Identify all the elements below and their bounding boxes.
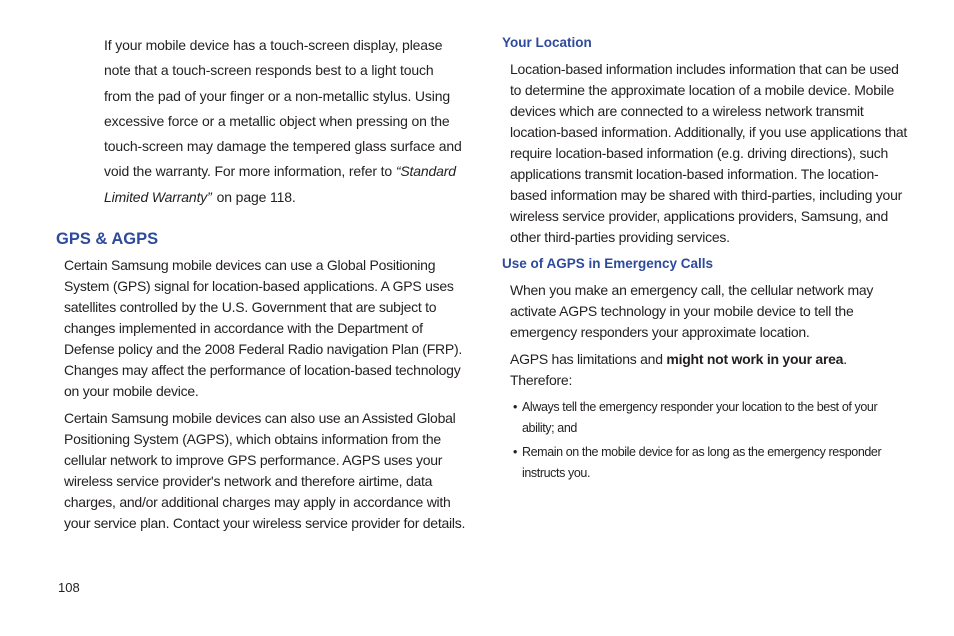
warranty-reference: “Standard Limited Warranty” (104, 163, 456, 205)
list-item (502, 397, 912, 439)
left-column (56, 33, 468, 540)
note-suffix: on page 118. (216, 188, 296, 205)
limitations-prefix: AGPS has limitations and (510, 351, 663, 367)
bullet-text: Remain on the mobile device for as long as the emergency responder instructs you. (522, 445, 882, 480)
list-item (502, 442, 912, 484)
emergency-bullet-list (502, 397, 912, 484)
bullet-icon: • (513, 400, 517, 414)
page-number: 108 (58, 580, 80, 595)
your-location-heading: Your Location (502, 35, 592, 50)
note-text: If your mobile device has a touch-screen display, please note that a touch-screen responds best to a light touch from the pad of your finger or a non-metallic stylus. Using excessive force or a metallic object when pressing on the touch-screen may damage the tempered glass surface and void the warranty. For more information, refer to (104, 37, 462, 180)
limitations-suffix: . Therefore: (510, 351, 847, 388)
emergency-calls-heading: Use of AGPS in Emergency Calls (502, 256, 714, 271)
limitations-bold: might not work in your area (666, 351, 844, 367)
location-paragraph: Location-based information includes information that can be used to determine the approximate location of a mobile device. Mobile devices which are connected to a wireless network transmit location-based information. Additionally, if you use applications that require location-based information (e.g. driving directions), such applications transmit location-based information. The location-based information may be shared with third-parties, including your wireless service provider, applications providers, Samsung, and other third-parties providing services. (510, 61, 908, 245)
gps-agps-heading: GPS & AGPS (56, 230, 159, 249)
emergency-paragraph: When you make an emergency call, the cellular network may activate AGPS technology in your mobile device to tell the emergency responders your approximate location. (510, 282, 874, 340)
bullet-text: Always tell the emergency responder your location to the best of your ability; and (522, 400, 878, 435)
right-column (502, 33, 912, 487)
touch-screen-note (104, 33, 464, 210)
bullet-icon: • (513, 445, 517, 459)
limitations-paragraph (510, 349, 912, 391)
agps-paragraph: Certain Samsung mobile devices can also use an Assisted Global Positioning System (AGPS), which obtains information from the cellular network to improve GPS performance. AGPS uses your wireless service provider's network and therefore airtime, data charges, and/or additional charges may apply in accordance with your service plan. Contact your wireless service provider for details. (64, 410, 466, 532)
gps-paragraph: Certain Samsung mobile devices can use a Global Positioning System (GPS) signal for location-based applications. A GPS uses satellites controlled by the U.S. Government that are subject to changes implemented in accordance with the Department of Defense policy and the 2008 Federal Radio navigation Plan (FRP). Changes may affect the performance of location-based technology on your mobile device. (64, 257, 463, 400)
